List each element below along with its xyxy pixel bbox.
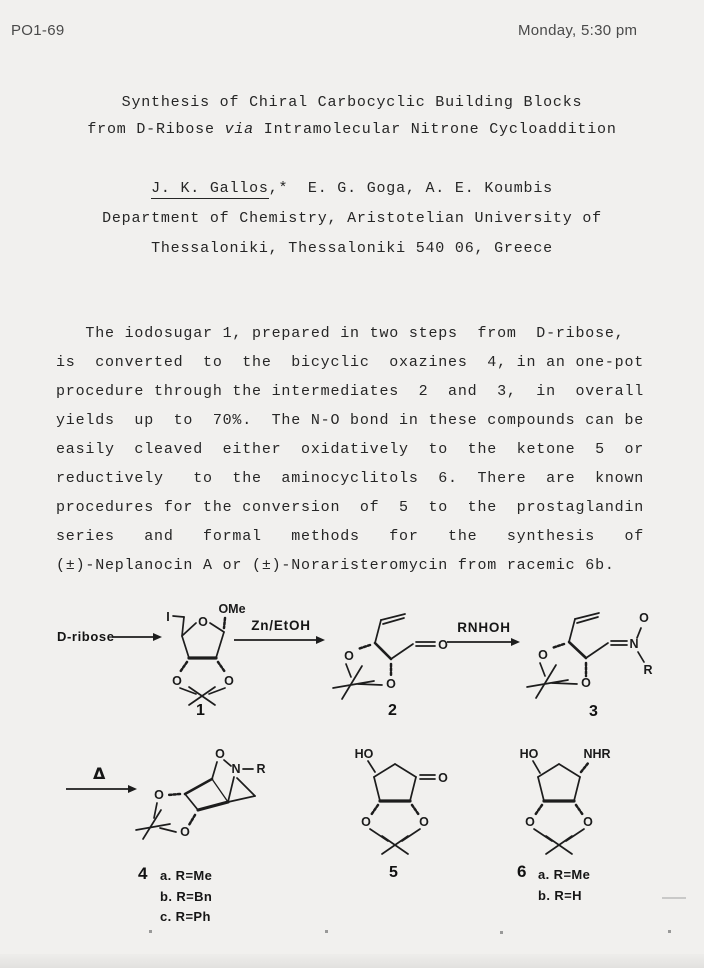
- structure-6-drawing: [500, 741, 630, 855]
- title-line2-via: via: [224, 121, 254, 138]
- presenting-author: J. K. Gallos: [151, 180, 269, 197]
- acetonide-oxygen-label: O: [224, 674, 234, 688]
- structure-4-variants: [160, 866, 212, 928]
- paper-title-line-1: Synthesis of Chiral Carbocyclic Building Blocks: [121, 94, 583, 111]
- abstract-line: reductively to the aminocyclitols 6. There are known: [56, 470, 645, 487]
- abstract-line: (±)-Neplanocin A or (±)-Noraristeromycin from racemic 6b.: [56, 557, 615, 574]
- abstract-line: easily cleaved either oxidatively to the ketone 5 or: [56, 441, 645, 458]
- variant-item: c. R=Ph: [160, 909, 211, 924]
- structure-5-drawing: [337, 741, 455, 855]
- title-line2-pre: from D-Ribose: [87, 121, 225, 138]
- acetonide-oxygen-label: O: [583, 815, 593, 829]
- delta-heat-icon: Δ: [93, 764, 106, 783]
- affiliation-line-1: Department of Chemistry, Aristotelian University of: [102, 210, 602, 227]
- iodine-atom-label: I: [166, 610, 170, 624]
- acetonide-oxygen-label: O: [172, 674, 182, 688]
- acetonide-oxygen-label: O: [581, 676, 591, 690]
- affiliation-line-2: Thessaloniki, Thessaloniki 540 06, Greece: [151, 240, 553, 257]
- scan-edge-shadow: [0, 954, 704, 968]
- structure-number: 3: [589, 703, 598, 720]
- author-line: [0, 180, 704, 197]
- reagent-label: Zn/EtOH: [251, 618, 311, 633]
- acetonide-oxygen-label: O: [344, 649, 354, 663]
- title-line2-post: Intramolecular Nitrone Cycloaddition: [253, 121, 617, 138]
- ring-oxygen-label: O: [198, 615, 208, 629]
- hydroxyl-label: HO: [354, 747, 374, 761]
- variant-item: b. R=Bn: [160, 888, 213, 904]
- carbonyl-oxygen-label: O: [438, 638, 448, 652]
- reaction-arrow-icon: [447, 635, 521, 649]
- methoxy-label: OMe: [218, 602, 246, 616]
- acetonide-oxygen-label: O: [538, 648, 548, 662]
- bridge-oxygen-label: O: [215, 747, 225, 761]
- structure-number: 5: [389, 864, 398, 881]
- structure-6-variants: [538, 865, 590, 906]
- acetonide-oxygen-label: O: [180, 825, 190, 839]
- scan-artifact-dot: [325, 930, 328, 933]
- abstract-line: series and formal methods for the synthesis of: [56, 528, 645, 545]
- acetonide-oxygen-label: O: [154, 788, 164, 802]
- structure-4-drawing: [133, 738, 285, 850]
- ketone-oxygen-label: O: [438, 771, 448, 785]
- scan-artifact-dot: [500, 931, 503, 934]
- poster-code: PO1-69: [11, 22, 65, 39]
- structure-number: 2: [388, 702, 397, 719]
- acetonide-oxygen-label: O: [361, 815, 371, 829]
- acetonide-oxygen-label: O: [525, 815, 535, 829]
- scan-artifact-mark: [662, 897, 686, 899]
- abstract-line: yields up to 70%. The N-O bond in these compounds can be: [56, 412, 645, 429]
- start-material-label: D-ribose: [57, 629, 115, 644]
- abstract-line: procedures for the conversion of 5 to the prostaglandin: [56, 499, 645, 516]
- abstract-line: procedure through the intermediates 2 and 3, in overall: [56, 383, 645, 400]
- paper-title-line-2: [0, 121, 704, 138]
- variant-item: a. R=Me: [160, 868, 213, 883]
- variant-item: b. R=H: [538, 887, 582, 903]
- abstract-line: is converted to the bicyclic oxazines 4, in an one-pot: [56, 354, 645, 371]
- acetonide-oxygen-label: O: [386, 677, 396, 691]
- coauthors: ,* E. G. Goga, A. E. Koumbis: [268, 180, 553, 197]
- structure-2-drawing: [328, 598, 463, 716]
- nitrogen-atom-label: N: [629, 637, 639, 651]
- reaction-arrow-icon: [234, 633, 326, 647]
- nitrogen-atom-label: N: [231, 762, 241, 776]
- abstract-line: The iodosugar 1, prepared in two steps from D-ribose,: [56, 325, 625, 342]
- r-group-label: R: [643, 663, 653, 677]
- structure-number: 4: [138, 864, 148, 883]
- structure-number: 1: [196, 702, 205, 719]
- structure-number: 6: [517, 862, 527, 881]
- session-time: Monday, 5:30 pm: [518, 22, 638, 39]
- n-oxide-oxygen-label: O: [639, 611, 649, 625]
- structure-3-drawing: [522, 594, 664, 720]
- acetonide-oxygen-label: O: [419, 815, 429, 829]
- r-group-label: R: [256, 762, 266, 776]
- hydroxyl-label: HO: [519, 747, 539, 761]
- amine-label: NHR: [583, 747, 611, 761]
- reagent-label: RNHOH: [457, 620, 511, 635]
- variant-item: a. R=Me: [538, 867, 591, 882]
- structure-1-drawing: [146, 593, 264, 717]
- scan-artifact-dot: [668, 930, 671, 933]
- reaction-arrow-icon: [66, 782, 138, 796]
- scan-artifact-dot: [149, 930, 152, 933]
